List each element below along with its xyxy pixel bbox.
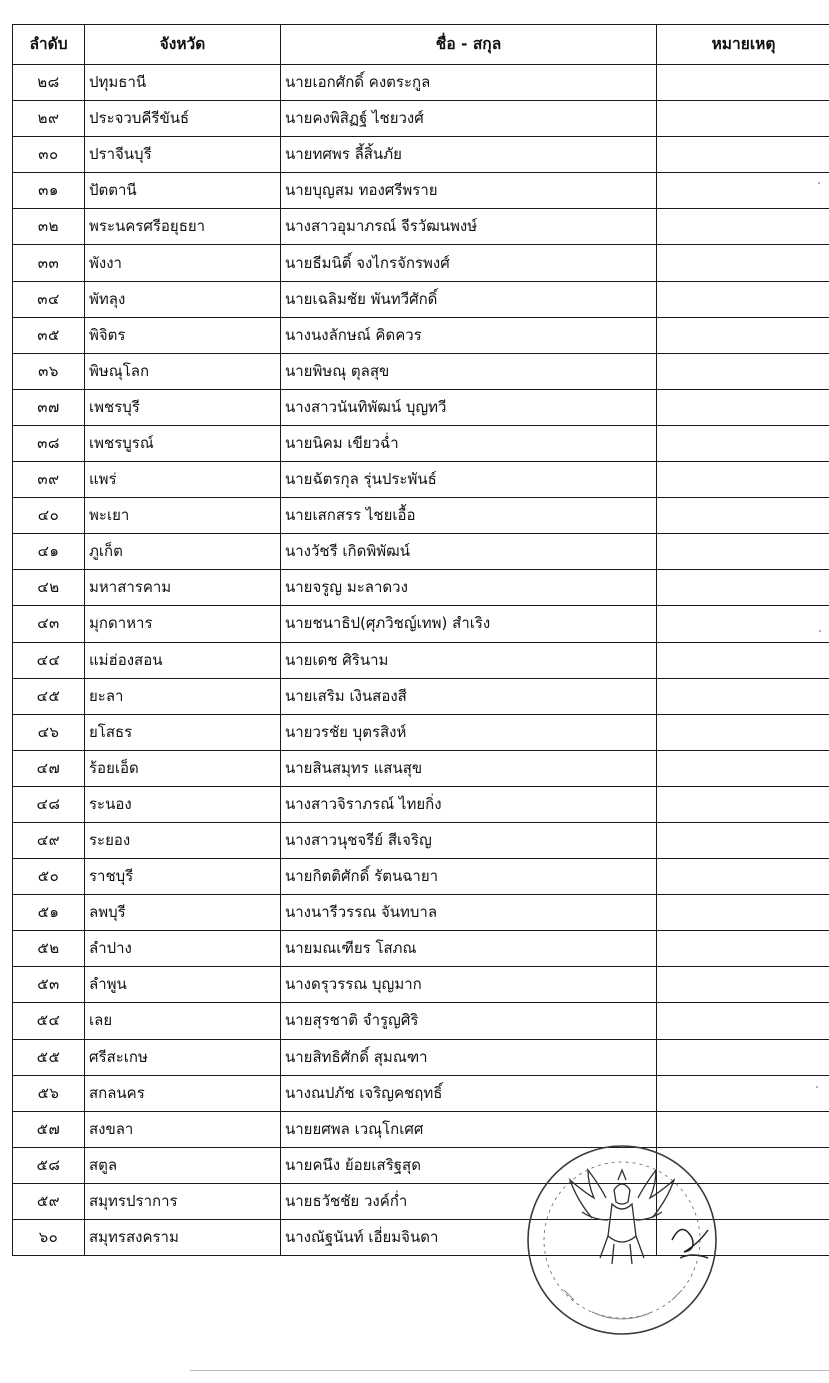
header-note: หมายเหตุ (657, 25, 829, 65)
row-number: ๓๓ (13, 245, 85, 281)
province-cell: เพชรบุรี (85, 389, 281, 425)
name-cell: นายฉัตรกุล รุ่นประพันธ์ (281, 462, 657, 498)
table-row (13, 209, 829, 245)
seal-outer-ring (528, 1146, 716, 1334)
name-cell: นายธีมนิติ์ จงไกรจักรพงศ์ (281, 245, 657, 281)
name-cell: นางดรุวรรณ บุญมาก (281, 967, 657, 1003)
row-number: ๔๑ (13, 534, 85, 570)
row-number: ๓๘ (13, 425, 85, 461)
note-cell (657, 534, 829, 570)
row-number: ๓๖ (13, 353, 85, 389)
note-cell (657, 822, 829, 858)
name-cell: นายจรูญ มะลาดวง (281, 570, 657, 606)
roster-table (12, 24, 829, 1256)
note-cell (657, 462, 829, 498)
row-number: ๕๘ (13, 1147, 85, 1183)
row-number: ๔๓ (13, 606, 85, 642)
table-row (13, 822, 829, 858)
province-cell: ศรีสะเกษ (85, 1039, 281, 1075)
header-province: จังหวัด (85, 25, 281, 65)
name-cell: นายพิษณุ ตุลสุข (281, 353, 657, 389)
row-number: ๓๔ (13, 281, 85, 317)
note-cell (657, 425, 829, 461)
name-cell: นายคนึง ย้อยเสริฐสุด (281, 1147, 657, 1183)
note-cell (657, 65, 829, 101)
row-number: ๔๐ (13, 498, 85, 534)
name-cell: นายนิคม เขียวฉ่ำ (281, 425, 657, 461)
bottom-rule (190, 1370, 829, 1371)
row-number: ๕๓ (13, 967, 85, 1003)
name-cell: นางณัฐนันท์ เอี่ยมจินดา (281, 1220, 657, 1256)
signature-mark (672, 1229, 708, 1258)
note-cell (657, 137, 829, 173)
province-cell: ลพบุรี (85, 895, 281, 931)
province-cell: ภูเก็ต (85, 534, 281, 570)
note-cell (657, 1003, 829, 1039)
table-row (13, 101, 829, 137)
table-row (13, 967, 829, 1003)
note-cell (657, 389, 829, 425)
name-cell: นายชนาธิป(ศุภวิชญ์เทพ) สำเริง (281, 606, 657, 642)
name-cell: นายเฉลิมชัย พันทวีศักดิ์ (281, 281, 657, 317)
province-cell: ลำพูน (85, 967, 281, 1003)
row-number: ๓๙ (13, 462, 85, 498)
name-cell: นายบุญสม ทองศรีพราย (281, 173, 657, 209)
scan-speck (816, 1086, 818, 1088)
note-cell (657, 606, 829, 642)
table-row (13, 534, 829, 570)
note-cell (657, 642, 829, 678)
row-number: ๓๕ (13, 317, 85, 353)
province-cell: ระนอง (85, 786, 281, 822)
province-cell: พิจิตร (85, 317, 281, 353)
table-row (13, 462, 829, 498)
table-row (13, 1075, 829, 1111)
table-row (13, 606, 829, 642)
note-cell (657, 317, 829, 353)
province-cell: ปัตตานี (85, 173, 281, 209)
row-number: ๔๔ (13, 642, 85, 678)
name-cell: นางวัชรี เกิดพิพัฒน์ (281, 534, 657, 570)
note-cell (657, 714, 829, 750)
row-number: ๕๗ (13, 1111, 85, 1147)
row-number: ๔๗ (13, 750, 85, 786)
province-cell: สมุทรปราการ (85, 1183, 281, 1219)
name-cell: นางสาวอุมาภรณ์ จีรวัฒนพงษ์ (281, 209, 657, 245)
row-number: ๕๐ (13, 859, 85, 895)
province-cell: มหาสารคาม (85, 570, 281, 606)
table-row (13, 137, 829, 173)
table-row (13, 1003, 829, 1039)
name-cell: นางนารีวรรณ จันทบาล (281, 895, 657, 931)
province-cell: ปราจีนบุรี (85, 137, 281, 173)
province-cell: ราชบุรี (85, 859, 281, 895)
note-cell (657, 101, 829, 137)
note-cell (657, 570, 829, 606)
province-cell: พิษณุโลก (85, 353, 281, 389)
note-cell (657, 750, 829, 786)
province-cell: สมุทรสงคราม (85, 1220, 281, 1256)
name-cell: นายเสกสรร ไชยเอื้อ (281, 498, 657, 534)
note-cell (657, 895, 829, 931)
province-cell: สงขลา (85, 1111, 281, 1147)
note-cell (657, 173, 829, 209)
row-number: ๒๙ (13, 101, 85, 137)
province-cell: ปทุมธานี (85, 65, 281, 101)
name-cell: นายสิทธิศักดิ์ สุมณฑา (281, 1039, 657, 1075)
table-row (13, 895, 829, 931)
name-cell: นายคงพิสิฏฐ์ ไชยวงศ์ (281, 101, 657, 137)
province-cell: พัทลุง (85, 281, 281, 317)
row-number: ๓๐ (13, 137, 85, 173)
province-cell: สตูล (85, 1147, 281, 1183)
note-cell (657, 498, 829, 534)
row-number: ๔๙ (13, 822, 85, 858)
province-cell: ระยอง (85, 822, 281, 858)
row-number: ๓๒ (13, 209, 85, 245)
table-row (13, 245, 829, 281)
name-cell: นายสินสมุทร แสนสุข (281, 750, 657, 786)
note-cell (657, 281, 829, 317)
name-cell: นายวรชัย บุตรสิงห์ (281, 714, 657, 750)
name-cell: นายทศพร ลี้สิ้นภัย (281, 137, 657, 173)
row-number: ๔๖ (13, 714, 85, 750)
name-cell: นางสาวนุชจรีย์ สีเจริญ (281, 822, 657, 858)
table-row (13, 353, 829, 389)
header-name: ชื่อ - สกุล (281, 25, 657, 65)
row-number: ๔๒ (13, 570, 85, 606)
row-number: ๔๘ (13, 786, 85, 822)
table-row (13, 931, 829, 967)
row-number: ๒๘ (13, 65, 85, 101)
table-row (13, 498, 829, 534)
scan-speck (819, 630, 821, 632)
header-row (13, 25, 829, 65)
province-cell: มุกดาหาร (85, 606, 281, 642)
table-row (13, 1039, 829, 1075)
province-cell: พังงา (85, 245, 281, 281)
table-row (13, 389, 829, 425)
province-cell: ประจวบคีรีขันธ์ (85, 101, 281, 137)
official-seal (522, 1140, 722, 1340)
province-cell: สกลนคร (85, 1075, 281, 1111)
row-number: ๕๑ (13, 895, 85, 931)
name-cell: นายกิตติศักดิ์ รัตนฉายา (281, 859, 657, 895)
name-cell: นายเอกศักดิ์ คงตระกูล (281, 65, 657, 101)
table-row (13, 859, 829, 895)
table-body (13, 65, 829, 1256)
province-cell: เพชรบูรณ์ (85, 425, 281, 461)
note-cell (657, 245, 829, 281)
name-cell: นางณปภัช เจริญคชฤทธิ์ (281, 1075, 657, 1111)
row-number: ๓๗ (13, 389, 85, 425)
note-cell (657, 1039, 829, 1075)
table-row (13, 750, 829, 786)
province-cell: ยโสธร (85, 714, 281, 750)
table-row (13, 678, 829, 714)
province-cell: เลย (85, 1003, 281, 1039)
name-cell: นางสาวจิราภรณ์ ไทยกิ่ง (281, 786, 657, 822)
table-row (13, 425, 829, 461)
row-number: ๕๕ (13, 1039, 85, 1075)
table-row (13, 281, 829, 317)
note-cell (657, 931, 829, 967)
seal-inner-ring (544, 1162, 700, 1318)
note-cell (657, 678, 829, 714)
row-number: ๕๔ (13, 1003, 85, 1039)
name-cell: นายยศพล เวณุโกเศศ (281, 1111, 657, 1147)
name-cell: นายสุรชาติ จำรูญศิริ (281, 1003, 657, 1039)
note-cell (657, 209, 829, 245)
row-number: ๕๖ (13, 1075, 85, 1111)
table-row (13, 714, 829, 750)
row-number: ๓๑ (13, 173, 85, 209)
name-cell: นายธวัชชัย วงค์ก่ำ (281, 1183, 657, 1219)
row-number: ๔๕ (13, 678, 85, 714)
note-cell (657, 1075, 829, 1111)
row-number: ๖๐ (13, 1220, 85, 1256)
province-cell: พระนครศรีอยุธยา (85, 209, 281, 245)
name-cell: นายเดช ศิรินาม (281, 642, 657, 678)
name-cell: นางสาวนันทิพัฒน์ บุญทวี (281, 389, 657, 425)
table-row (13, 317, 829, 353)
table-row (13, 65, 829, 101)
province-cell: แม่ฮ่องสอน (85, 642, 281, 678)
row-number: ๕๙ (13, 1183, 85, 1219)
province-cell: แพร่ (85, 462, 281, 498)
province-cell: ร้อยเอ็ด (85, 750, 281, 786)
table-row (13, 786, 829, 822)
province-cell: ยะลา (85, 678, 281, 714)
province-cell: ลำปาง (85, 931, 281, 967)
name-cell: นางนงลักษณ์ คิดควร (281, 317, 657, 353)
scan-speck (818, 182, 820, 184)
name-cell: นายมณเฑียร โสภณ (281, 931, 657, 967)
table-row (13, 173, 829, 209)
header-no: ลำดับ (13, 25, 85, 65)
row-number: ๕๒ (13, 931, 85, 967)
table-row (13, 642, 829, 678)
name-cell: นายเสริม เงินสองสี (281, 678, 657, 714)
note-cell (657, 353, 829, 389)
note-cell (657, 859, 829, 895)
garuda-emblem-icon (570, 1170, 674, 1264)
table-row (13, 570, 829, 606)
province-cell: พะเยา (85, 498, 281, 534)
note-cell (657, 967, 829, 1003)
note-cell (657, 786, 829, 822)
table-header (13, 25, 829, 65)
